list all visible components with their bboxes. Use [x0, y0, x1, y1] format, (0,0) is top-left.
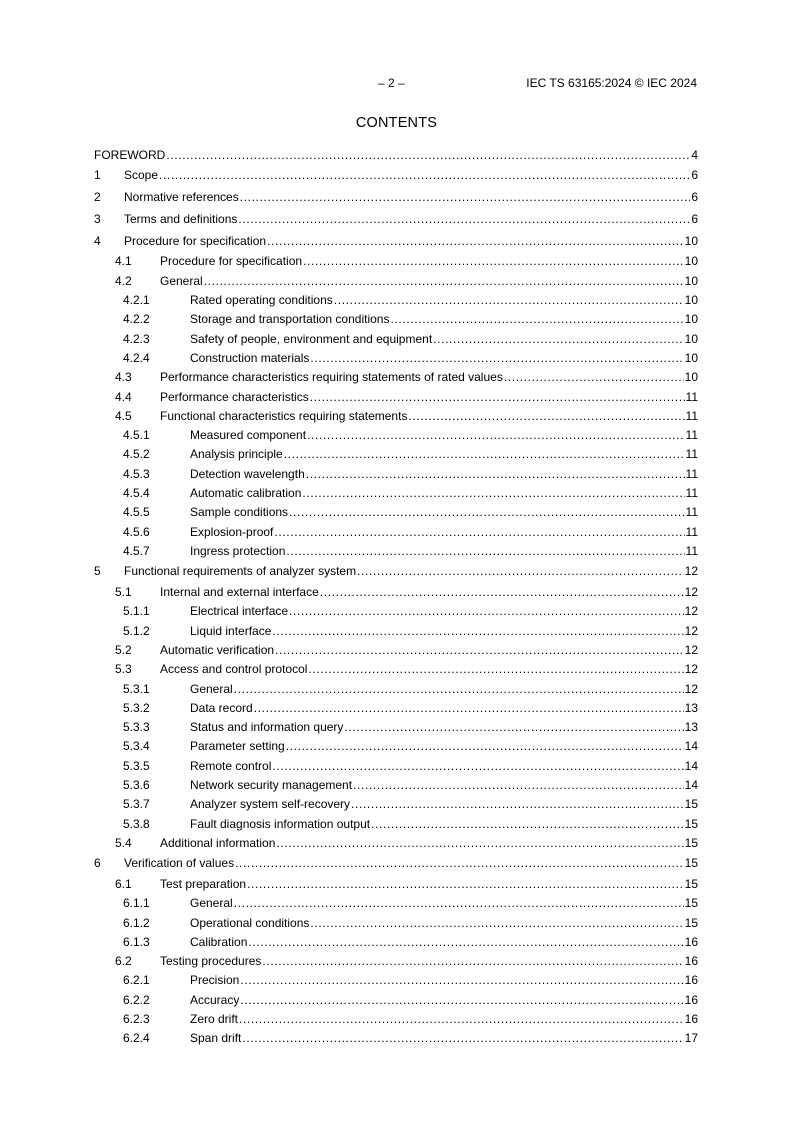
toc-entry-number: 4.5.7 [123, 543, 150, 558]
toc-entry-title: Precision [190, 971, 240, 990]
toc-entry[interactable] [94, 465, 698, 484]
toc-entry-page: 15 [684, 876, 698, 891]
toc-entry-page: 16 [684, 954, 698, 969]
page-number: – 2 – [378, 76, 405, 90]
toc-entry-page: 10 [684, 331, 698, 346]
toc-entry-page: 15 [684, 835, 698, 850]
toc-entry-page: 11 [685, 389, 698, 404]
toc-entry-title: Automatic verification [160, 641, 275, 660]
dot-leader [310, 914, 683, 933]
toc-entry[interactable] [94, 1029, 698, 1048]
table-of-contents [94, 146, 698, 1049]
toc-entry[interactable] [94, 952, 698, 971]
toc-entry-title: Remote control [190, 757, 272, 776]
toc-entry-number: 4.1 [115, 254, 132, 269]
dot-leader [239, 1010, 684, 1029]
dot-leader [242, 1029, 683, 1048]
toc-entry-number: 6 [94, 856, 101, 871]
toc-entry-page: 11 [685, 524, 698, 539]
dot-leader [286, 737, 684, 756]
toc-entry-page: 15 [684, 896, 698, 911]
toc-entry-title: General [160, 272, 204, 291]
toc-entry[interactable] [94, 737, 698, 756]
contents-title: CONTENTS [355, 115, 438, 131]
toc-entry-page: 10 [684, 233, 698, 248]
toc-entry-page: 16 [684, 973, 698, 988]
toc-entry-number: 5.3 [115, 662, 132, 677]
toc-entry-title: Rated operating conditions [190, 291, 334, 310]
dot-leader [408, 407, 684, 426]
toc-entry[interactable] [94, 853, 698, 875]
toc-entry-page: 10 [684, 312, 698, 327]
toc-entry-title: Span drift [190, 1029, 242, 1048]
toc-entry-page: 16 [684, 934, 698, 949]
toc-entry-number: 4.2.3 [123, 331, 150, 346]
toc-entry[interactable] [94, 209, 698, 231]
toc-entry-title: General [190, 680, 234, 699]
dot-leader [289, 602, 684, 621]
toc-entry-number: 4 [94, 233, 101, 248]
toc-entry-number: 6.2.4 [123, 1031, 150, 1046]
dot-leader [248, 933, 683, 952]
toc-entry-title: Parameter setting [190, 737, 286, 756]
toc-entry-title: FOREWORD [94, 146, 166, 165]
toc-entry[interactable] [94, 1010, 698, 1029]
toc-entry[interactable] [94, 330, 698, 349]
dot-leader [275, 641, 684, 660]
toc-entry-number: 6.1 [115, 876, 132, 891]
dot-leader [267, 231, 684, 253]
toc-entry-title: Measured component [190, 426, 307, 445]
toc-entry-page: 4 [691, 148, 698, 162]
dot-leader [357, 561, 684, 583]
dot-leader [274, 523, 684, 542]
toc-entry-number: 3 [94, 211, 101, 226]
toc-entry-page: 15 [684, 797, 698, 812]
dot-leader [308, 660, 683, 679]
dot-leader [320, 583, 684, 602]
toc-entry-number: 5.1.1 [123, 604, 150, 619]
toc-entry-title: Ingress protection [190, 542, 286, 561]
toc-entry-title: Performance characteristics [160, 388, 310, 407]
toc-entry[interactable] [94, 914, 698, 933]
toc-entry-number: 6.2 [115, 954, 132, 969]
toc-entry-page: 6 [691, 190, 698, 205]
toc-entry[interactable] [94, 407, 698, 426]
dot-leader [234, 680, 684, 699]
toc-entry[interactable] [94, 660, 698, 679]
toc-entry[interactable] [94, 272, 698, 291]
toc-entry[interactable] [94, 757, 698, 776]
toc-entry-page: 6 [691, 168, 698, 183]
toc-entry-title: Construction materials [190, 349, 310, 368]
toc-entry-number: 4.2.1 [123, 293, 150, 308]
toc-entry-title: Procedure for specification [124, 231, 267, 253]
dot-leader [240, 991, 683, 1010]
toc-entry[interactable] [94, 583, 698, 602]
toc-entry-number: 6.1.3 [123, 934, 150, 949]
toc-entry-number: 5.3.8 [123, 816, 150, 831]
toc-entry-number: 4.5.1 [123, 428, 150, 443]
toc-entry[interactable] [94, 231, 698, 253]
toc-entry[interactable] [94, 561, 698, 583]
toc-entry-number: 5.1 [115, 585, 132, 600]
dot-leader [306, 465, 685, 484]
toc-entry-title: Access and control protocol [160, 660, 308, 679]
toc-entry-number: 4.2.4 [123, 350, 150, 365]
toc-entry-title: Detection wavelength [190, 465, 306, 484]
document-reference: IEC TS 63165:2024 © IEC 2024 [526, 76, 697, 90]
toc-entry-page: 12 [684, 564, 698, 579]
toc-entry-page: 10 [684, 293, 698, 308]
toc-entry[interactable] [94, 834, 698, 853]
toc-entry[interactable] [94, 368, 698, 387]
toc-entry-page: 12 [684, 681, 698, 696]
toc-entry[interactable] [94, 252, 698, 271]
toc-entry-title: Verification of values [124, 853, 235, 875]
toc-entry-page: 15 [684, 915, 698, 930]
toc-entry-number: 4.5.6 [123, 524, 150, 539]
toc-entry-page: 11 [685, 486, 698, 501]
dot-leader [276, 834, 683, 853]
toc-entry-page: 14 [684, 778, 698, 792]
toc-entry-page: 16 [684, 1012, 698, 1027]
toc-entry-title: Storage and transportation conditions [190, 310, 390, 329]
toc-entry[interactable] [94, 699, 698, 718]
dot-leader [284, 445, 685, 464]
toc-entry-page: 14 [684, 739, 698, 754]
toc-entry-page: 16 [684, 992, 698, 1007]
toc-entry-number: 4.2.2 [123, 312, 150, 327]
toc-entry[interactable] [94, 795, 698, 814]
toc-entry[interactable] [94, 894, 698, 913]
dot-leader [353, 776, 684, 795]
toc-entry[interactable] [94, 991, 698, 1010]
toc-entry-page: 15 [684, 856, 698, 871]
dot-leader [159, 165, 690, 187]
toc-entry-title: Automatic calibration [190, 484, 302, 503]
toc-entry-number: 5.3.1 [123, 681, 150, 696]
toc-entry[interactable] [94, 291, 698, 310]
toc-entry-title: Network security management [190, 776, 353, 795]
toc-entry-page: 10 [684, 273, 698, 288]
toc-entry-number: 5.3.3 [123, 720, 150, 735]
dot-leader [272, 757, 683, 776]
dot-leader [310, 388, 685, 407]
dot-leader [166, 146, 690, 165]
toc-entry[interactable] [94, 680, 698, 699]
toc-entry-number: 4.5.2 [123, 447, 150, 462]
toc-entry-number: 5 [94, 564, 101, 579]
toc-entry-page: 11 [685, 447, 698, 462]
toc-entry[interactable] [94, 542, 698, 561]
dot-leader [307, 426, 684, 445]
toc-entry-title: Test preparation [160, 875, 247, 894]
dot-leader [351, 795, 684, 814]
toc-entry-page: 17 [684, 1031, 698, 1046]
toc-entry-title: Status and information query [190, 718, 344, 737]
dot-leader [240, 187, 691, 209]
toc-entry-page: 10 [684, 254, 698, 269]
dot-leader [433, 330, 683, 349]
toc-entry-number: 6.2.1 [123, 973, 150, 988]
toc-entry-number: 5.4 [115, 835, 132, 850]
dot-leader [247, 875, 684, 894]
dot-leader [302, 484, 684, 503]
dot-leader [234, 894, 684, 913]
toc-entry-title: Additional information [160, 834, 276, 853]
toc-entry[interactable] [94, 776, 698, 795]
toc-entry-page: 12 [684, 604, 698, 619]
dot-leader [240, 971, 683, 990]
toc-entry[interactable] [94, 445, 698, 464]
toc-entry-number: 4.4 [115, 389, 132, 404]
toc-entry-page: 12 [684, 623, 698, 638]
toc-entry[interactable] [94, 971, 698, 990]
toc-entry[interactable] [94, 146, 698, 165]
toc-entry-number: 5.3.7 [123, 797, 150, 812]
toc-entry-title: Functional characteristics requiring statements [160, 407, 408, 426]
toc-entry-title: Zero drift [190, 1010, 239, 1029]
toc-entry-number: 6.2.3 [123, 1012, 150, 1027]
toc-entry-page: 11 [685, 466, 698, 481]
toc-entry-number: 5.2 [115, 642, 132, 657]
toc-entry-title: Fault diagnosis information output [190, 815, 371, 834]
toc-entry-title: Operational conditions [190, 914, 310, 933]
toc-entry-page: 10 [684, 370, 698, 385]
toc-entry-page: 11 [685, 505, 698, 520]
dot-leader [254, 699, 684, 718]
dot-leader [371, 815, 684, 834]
toc-entry-title: Sample conditions [190, 503, 289, 522]
toc-entry-page: 10 [684, 350, 698, 365]
toc-entry-title: Accuracy [190, 991, 240, 1010]
toc-entry-number: 5.3.4 [123, 739, 150, 754]
toc-entry[interactable] [94, 310, 698, 329]
toc-entry-title: Data record [190, 699, 254, 718]
toc-entry-title: Analysis principle [190, 445, 284, 464]
toc-entry-number: 5.3.2 [123, 700, 150, 715]
toc-entry-title: Liquid interface [190, 622, 272, 641]
toc-entry[interactable] [94, 641, 698, 660]
toc-entry-number: 6.2.2 [123, 992, 150, 1007]
toc-entry-number: 5.3.5 [123, 758, 150, 773]
toc-entry-page: 12 [684, 642, 698, 657]
toc-entry-page: 15 [684, 816, 698, 831]
dot-leader [334, 291, 684, 310]
dot-leader [344, 718, 683, 737]
toc-entry-page: 11 [685, 408, 698, 423]
toc-entry-number: 4.2 [115, 273, 132, 288]
dot-leader [303, 252, 684, 271]
toc-entry-number: 4.5.4 [123, 486, 150, 501]
toc-entry-title: General [190, 894, 234, 913]
toc-entry-title: Functional requirements of analyzer system [124, 561, 357, 583]
toc-entry-title: Performance characteristics requiring statements of rated values [160, 368, 504, 387]
toc-entry-title: Electrical interface [190, 602, 289, 621]
toc-entry-page: 11 [685, 543, 698, 558]
toc-entry-number: 4.5.5 [123, 505, 150, 520]
toc-entry-number: 4.3 [115, 370, 132, 385]
toc-entry[interactable] [94, 602, 698, 621]
toc-entry-number: 6.1.1 [123, 896, 150, 911]
toc-entry-title: Scope [124, 165, 159, 187]
toc-entry[interactable] [94, 388, 698, 407]
page-header [0, 76, 793, 92]
toc-entry[interactable] [94, 484, 698, 503]
toc-entry-number: 2 [94, 190, 101, 205]
toc-entry-title: Internal and external interface [160, 583, 320, 602]
toc-entry-title: Explosion-proof [190, 523, 274, 542]
toc-entry-page: 13 [684, 720, 698, 735]
toc-entry[interactable] [94, 718, 698, 737]
toc-entry-number: 5.1.2 [123, 623, 150, 638]
toc-entry[interactable] [94, 622, 698, 641]
dot-leader [286, 542, 684, 561]
toc-entry-page: 11 [685, 428, 698, 443]
toc-entry[interactable] [94, 165, 698, 187]
toc-entry-title: Testing procedures [160, 952, 262, 971]
toc-entry-page: 13 [684, 700, 698, 715]
toc-entry-number: 1 [94, 168, 101, 183]
dot-leader [289, 503, 684, 522]
toc-entry-title: Normative references [124, 187, 240, 209]
toc-entry-number: 5.3.6 [123, 778, 150, 792]
toc-entry-title: Procedure for specification [160, 252, 303, 271]
toc-entry[interactable] [94, 349, 698, 368]
toc-entry[interactable] [94, 875, 698, 894]
toc-entry-page: 6 [691, 211, 698, 226]
toc-entry[interactable] [94, 523, 698, 542]
dot-leader [235, 853, 684, 875]
dot-leader [272, 622, 683, 641]
toc-entry-title: Terms and definitions [124, 209, 238, 231]
dot-leader [504, 368, 684, 387]
dot-leader [390, 310, 683, 329]
dot-leader [310, 349, 683, 368]
toc-entry[interactable] [94, 933, 698, 952]
toc-entry[interactable] [94, 503, 698, 522]
toc-entry-number: 4.5.3 [123, 466, 150, 481]
toc-entry-title: Calibration [190, 933, 248, 952]
toc-entry[interactable] [94, 187, 698, 209]
dot-leader [262, 952, 683, 971]
toc-entry-title: Analyzer system self-recovery [190, 795, 351, 814]
toc-entry-page: 14 [684, 758, 698, 773]
toc-entry-page: 12 [684, 585, 698, 600]
toc-entry-number: 6.1.2 [123, 915, 150, 930]
toc-entry-number: 4.5 [115, 408, 132, 423]
toc-entry-title: Safety of people, environment and equipment [190, 330, 433, 349]
toc-entry[interactable] [94, 815, 698, 834]
toc-entry[interactable] [94, 426, 698, 445]
dot-leader [204, 272, 684, 291]
toc-entry-page: 12 [684, 662, 698, 677]
dot-leader [238, 209, 690, 231]
